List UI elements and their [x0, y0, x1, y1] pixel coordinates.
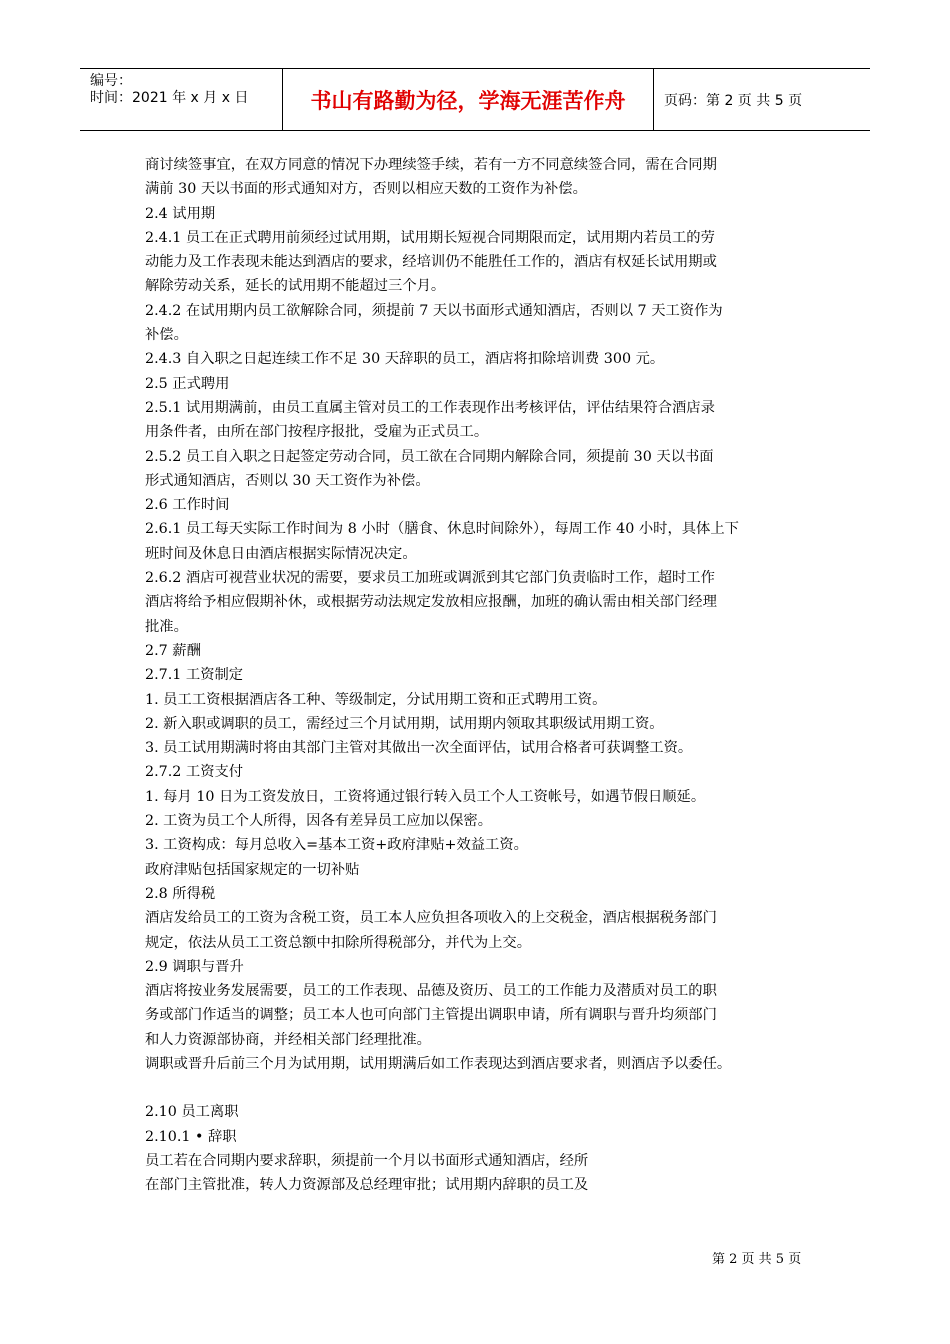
text-line: 2.4.3 自入职之日起连续工作不足 30 天辞职的员工，酒店将扣除培训费 300 元。	[145, 351, 665, 368]
text-line: 2. 新入职或调职的员工，需经过三个月试用期，试用期内领取其职级试用期工资。	[145, 715, 664, 732]
serial-label: 编号：	[90, 73, 132, 89]
text-line: 2.9 调职与晋升	[145, 958, 244, 975]
header-page-number: 页码：第 2 页 共 5 页	[664, 92, 803, 109]
document-body	[145, 153, 825, 1197]
text-line: 2.4 试用期	[145, 205, 216, 222]
text-line: 2.8 所得税	[145, 885, 216, 902]
text-line: 2.6.1 员工每天实际工作时间为 8 小时（膳食、休息时间除外），每周工作 40 小时，具体上下	[145, 521, 739, 538]
text-line: 调职或晋升后前三个月为试用期，试用期满后如工作表现达到酒店要求者，则酒店予以委任。	[145, 1055, 732, 1072]
time-label: 时间：2021 年 x 月 x 日	[90, 90, 249, 106]
text-line: 酒店将按业务发展需要，员工的工作表现、品德及资历、员工的工作能力及潜质对员工的职	[145, 983, 717, 1000]
text-line: 1. 每月 10 日为工资发放日，工资将通过银行转入员工个人工资帐号，如遇节假日顺延。	[145, 788, 706, 805]
text-line: 用条件者，由所在部门按程序报批，受雇为正式员工。	[145, 424, 489, 441]
text-line: 酒店发给员工的工资为含税工资，员工本人应负担各项收入的上交税金，酒店根据税务部门	[145, 910, 717, 927]
text-line: 动能力及工作表现未能达到酒店的要求，经培训仍不能胜任工作的，酒店有权延长试用期或	[145, 254, 717, 271]
text-line: 2. 工资为员工个人所得，因各有差异员工应加以保密。	[145, 813, 493, 830]
text-line: 2.4.1 员工在正式聘用前须经过试用期，试用期长短视合同期限而定，试用期内若员工的劳	[145, 229, 715, 246]
text-line: 班时间及休息日由酒店根据实际情况决定。	[145, 545, 417, 562]
text-line: 政府津贴包括国家规定的一切补贴	[145, 861, 360, 878]
page-header	[80, 68, 870, 131]
text-line: 3. 员工试用期满时将由其部门主管对其做出一次全面评估，试用合格者可获调整工资。	[145, 740, 693, 757]
text-line: 2.5.2 员工自入职之日起签定劳动合同，员工欲在合同期内解除合同，须提前 30 天以书面	[145, 448, 714, 465]
text-line: 形式通知酒店，否则以 30 天工资作为补偿。	[145, 472, 430, 489]
blank-line	[145, 1076, 825, 1100]
text-line: 酒店将给予相应假期补休，或根据劳动法规定发放相应报酬，加班的确认需由相关部门经理	[145, 594, 717, 611]
text-line: 2.6 工作时间	[145, 497, 230, 514]
text-line: 和人力资源部协商，并经相关部门经理批准。	[145, 1031, 431, 1048]
footer-page-number: 第 2 页 共 5 页	[712, 1252, 802, 1267]
text-line: 3. 工资构成：每月总收入=基本工资+政府津贴+效益工资。	[145, 837, 528, 854]
text-line: 批准。	[145, 618, 188, 635]
text-line: 在部门主管批准，转人力资源部及总经理审批；试用期内辞职的员工及	[145, 1177, 589, 1194]
text-line: 2.7.2 工资支付	[145, 764, 244, 781]
text-line: 2.4.2 在试用期内员工欲解除合同，须提前 7 天以书面形式通知酒店，否则以 7 天工资作为	[145, 302, 723, 319]
header-meta	[80, 69, 282, 130]
text-line: 2.6.2 酒店可视营业状况的需要，要求员工加班或调派到其它部门负责临时工作，超时工作	[145, 570, 715, 587]
text-line: 补偿。	[145, 327, 188, 344]
text-line: 2.7 薪酬	[145, 642, 201, 659]
text-line: 1. 员工工资根据酒店各工种、等级制定，分试用期工资和正式聘用工资。	[145, 691, 607, 708]
text-line: 2.7.1 工资制定	[145, 667, 244, 684]
text-line: 满前 30 天以书面的形式通知对方，否则以相应天数的工资作为补偿。	[145, 181, 587, 198]
text-line: 规定，依法从员工工资总额中扣除所得税部分，并代为上交。	[145, 934, 532, 951]
text-line: 2.5.1 试用期满前，由员工直属主管对员工的工作表现作出考核评估，评估结果符合酒店录	[145, 399, 715, 416]
text-line: 商讨续签事宜，在双方同意的情况下办理续签手续，若有一方不同意续签合同，需在合同期	[145, 157, 717, 173]
text-line: 员工若在合同期内要求辞职，须提前一个月以书面形式通知酒店，经所	[145, 1152, 589, 1169]
text-line: 2.10 员工离职	[145, 1104, 239, 1121]
text-line: 务或部门作适当的调整；员工本人也可向部门主管提出调职申请，所有调职与晋升均须部门	[145, 1007, 717, 1024]
header-motto: 书山有路勤为径，学海无涯苦作舟	[282, 69, 654, 130]
text-line: 解除劳动关系，延长的试用期不能超过三个月。	[145, 278, 446, 295]
text-line: 2.10.1 • 辞职	[145, 1128, 237, 1145]
text-line: 2.5 正式聘用	[145, 375, 230, 392]
